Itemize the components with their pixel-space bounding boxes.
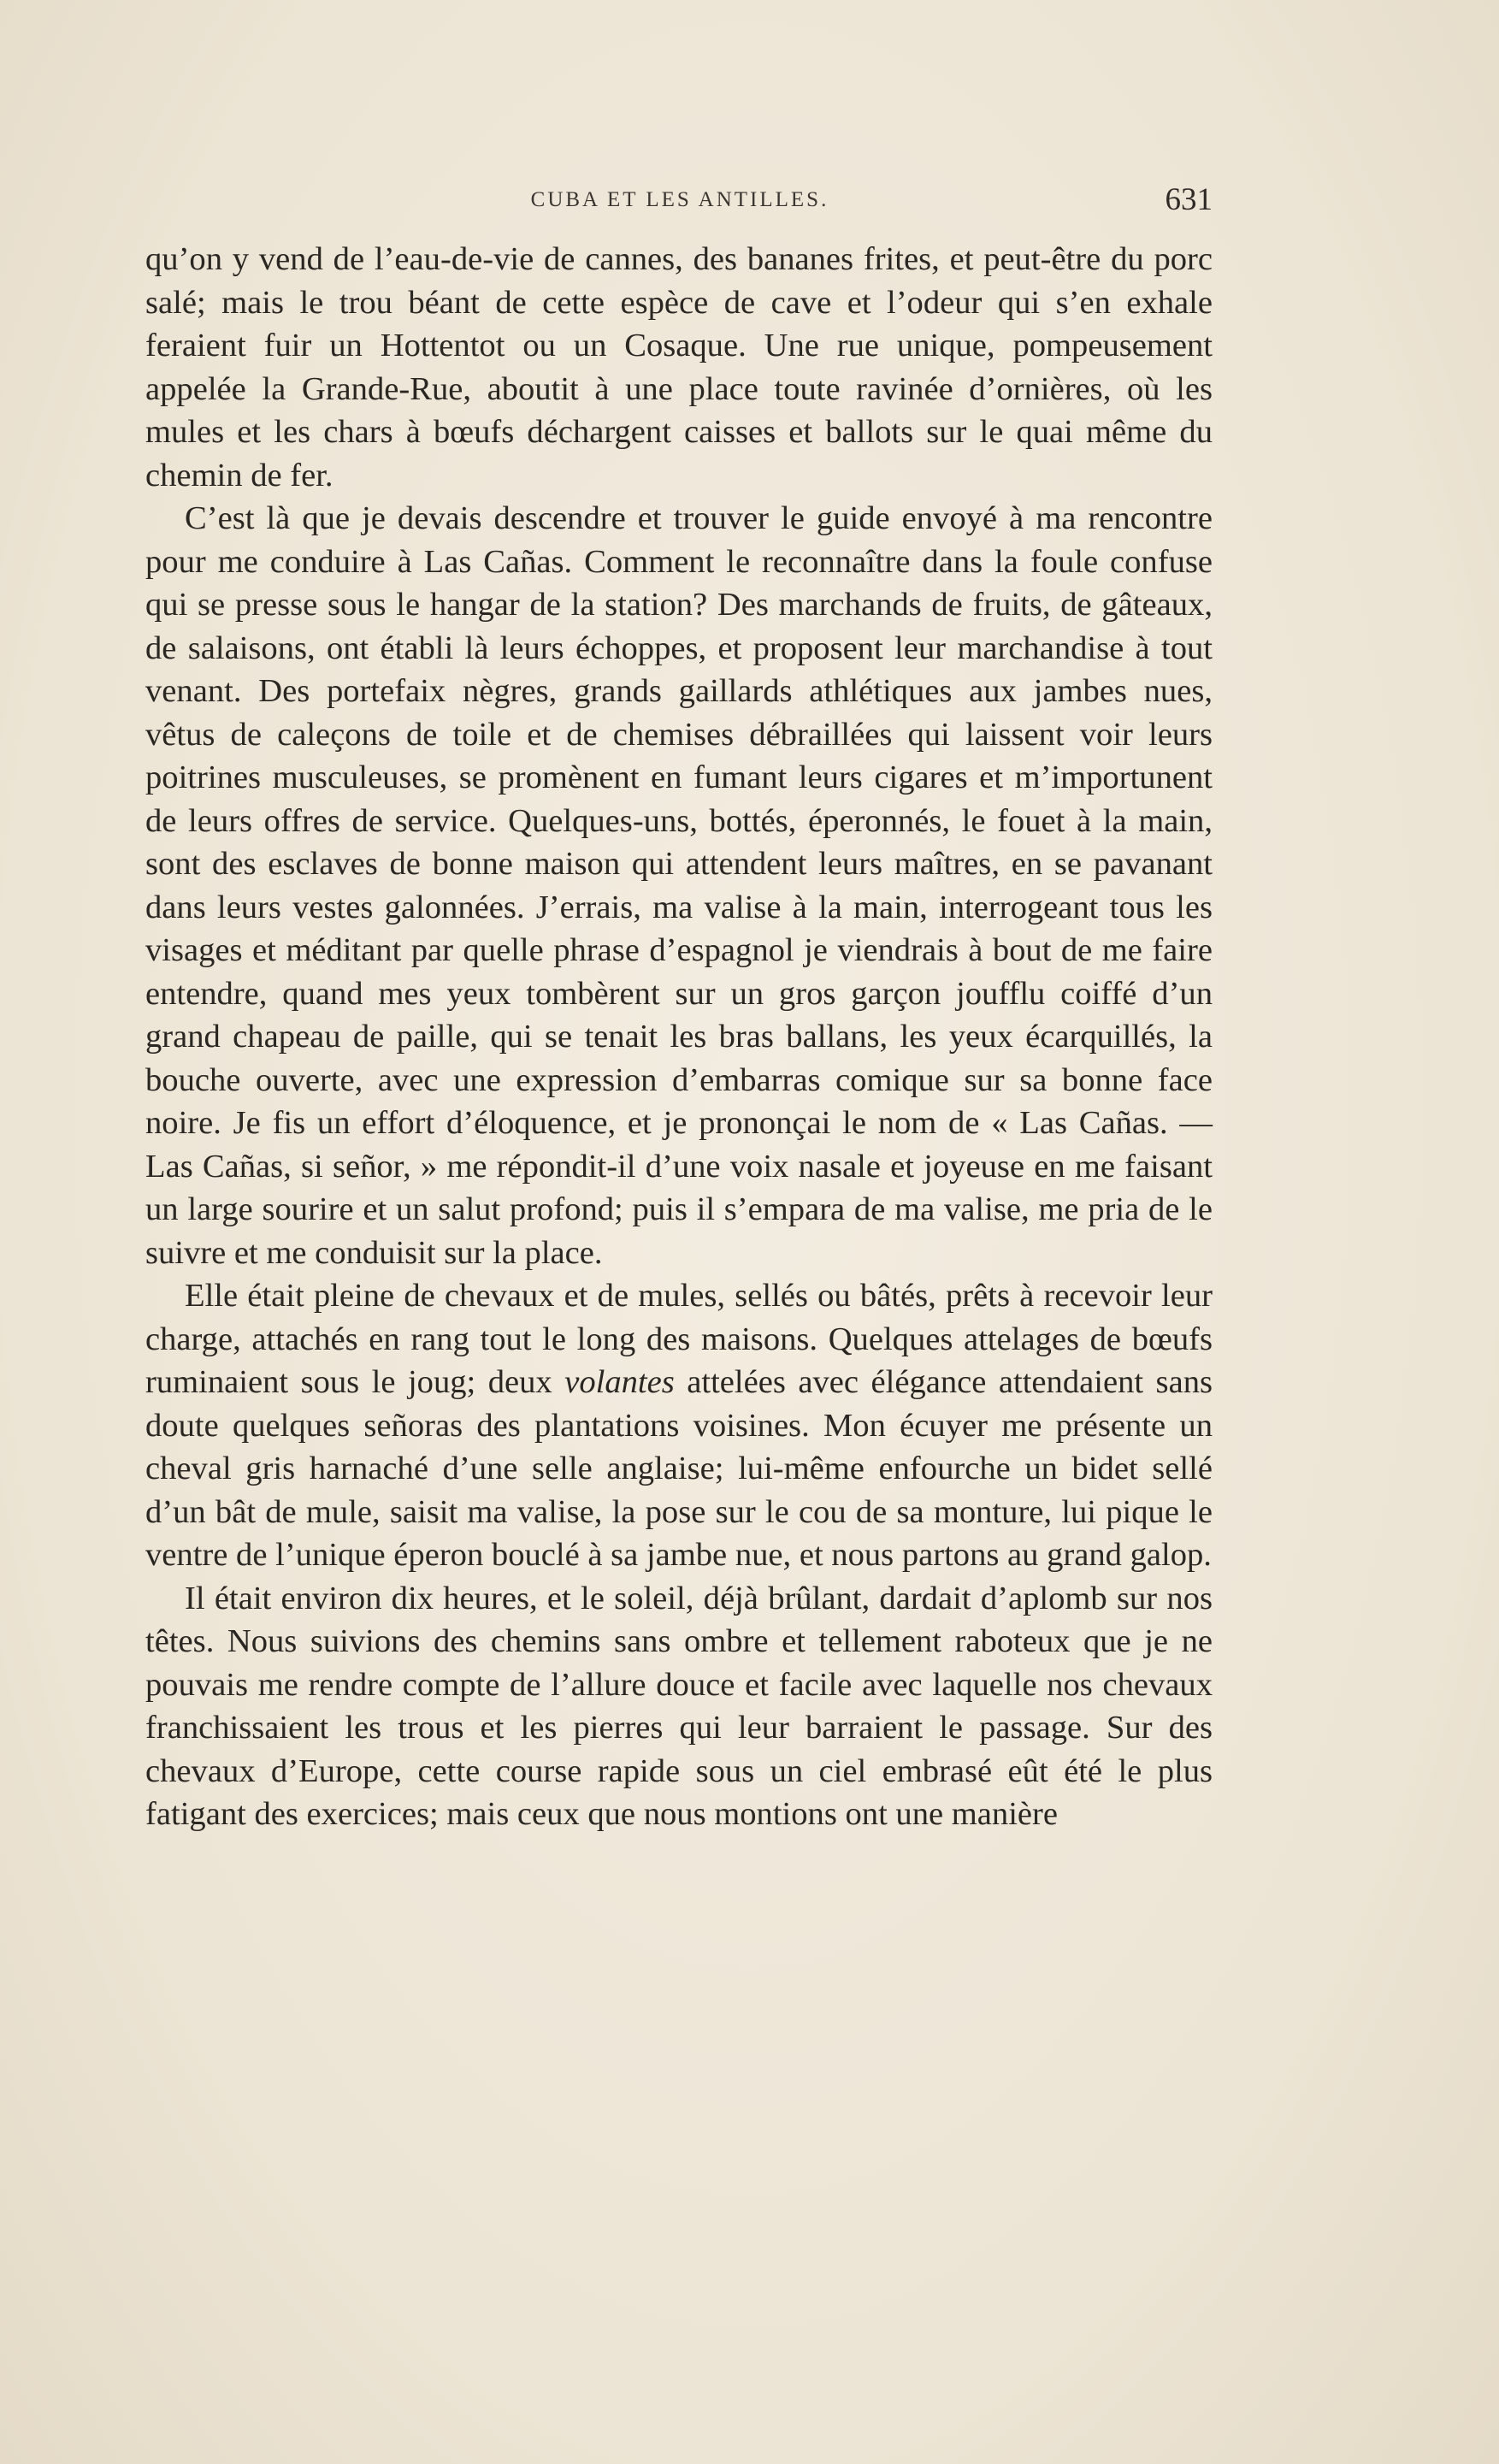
italic-word-volantes: volantes xyxy=(564,1364,675,1400)
paragraph-4 xyxy=(145,1577,1213,1836)
paragraph-1 xyxy=(145,238,1213,497)
paragraph-2-text: C’est là que je devais descendre et trouver le guide envoyé à ma rencontre pour me conduire à Las Cañas. Comment le reconnaître dans la foule confuse qui se presse sous le hangar de la station? Des marchands de fruits, de gâteaux, de salaisons, ont établi là leurs échoppes, et proposent leur marchandise à tout venant. Des portefaix nègres, grands gaillards athlétiques aux jambes nues, vêtus de caleçons de toile et de chemises débraillées qui laissent voir leurs poitrines musculeuses, se promènent en fumant leurs cigares et m’importunent de leurs offres de service. Quelques-uns, bottés, éperonnés, le fouet à la main, sont des esclaves de bonne maison qui attendent leurs maîtres, en se pavanant dans leurs vestes galonnées. J’errais, ma valise à la main, interrogeant tous les visages et méditant par quelle phrase d’espagnol je viendrais à bout de me faire entendre, quand mes yeux tombèrent sur un gros garçon joufflu coiffé d’un grand chapeau de paille, qui se tenait les bras ballans, les yeux écarquillés, la bouche ouverte, avec une expression d’embarras comique sur sa bonne face noire. Je fis un effort d’éloquence, et je prononçai le nom de « Las Cañas. — Las Cañas, si señor, » me répondit-il d’une voix nasale et joyeuse en me faisant un large sourire et un salut profond; puis il s’empara de ma valise, me pria de le suivre et me conduisit sur la place. xyxy=(145,500,1213,1271)
paragraph-1-text: qu’on y vend de l’eau-de-vie de cannes, des bananes frites, et peut-être du porc salé; mais le trou béant de cette espèce de cave et l’odeur qui s’en exhale feraient fuir un Hottentot ou un Cosaque. Une rue unique, pompeusement appelée la Grande-Rue, aboutit à une place toute ravinée d’ornières, où les mules et les chars à bœufs déchargent caisses et ballots sur le quai même du chemin de fer. xyxy=(145,241,1213,493)
page-number: 631 xyxy=(1165,182,1213,217)
body-text xyxy=(145,238,1213,1836)
paragraph-3-text-a: Elle était pleine de chevaux et de mules, sellés ou bâtés, prêts à recevoir leur charge, attachés en rang tout le long des maisons. Quelques attelages de bœufs ruminaient sous le joug; deux xyxy=(145,1278,1213,1400)
paragraph-4-text: Il était environ dix heures, et le soleil, déjà brûlant, dardait d’aplomb sur nos têtes. Nous suivions des chemins sans ombre et tellement raboteux que je ne pouvais me rendre compte de l’allure douce et facile avec laquelle nos chevaux franchissaient les trous et les pierres qui leur barraient le passage. Sur des chevaux d’Europe, cette course rapide sous un ciel embrasé eût été le plus fatigant des exercices; mais ceux que nous montions ont une manière xyxy=(145,1580,1213,1832)
paragraph-3 xyxy=(145,1274,1213,1577)
running-title: CUBA ET LES ANTILLES. xyxy=(530,188,829,211)
paragraph-3-text-b: attelées avec élégance attendaient sans doute quelques señoras des plantations voisines. Mon écuyer me présente un cheval gris harnaché d’une selle anglaise; lui-même enfourche un bidet sellé d’un bât de mule, saisit ma valise, la pose sur le cou de sa monture, lui pique le ventre de l’unique éperon bouclé à sa jambe nue, et nous partons au grand galop. xyxy=(145,1364,1213,1573)
page-header xyxy=(147,181,1213,224)
paragraph-2 xyxy=(145,497,1213,1274)
